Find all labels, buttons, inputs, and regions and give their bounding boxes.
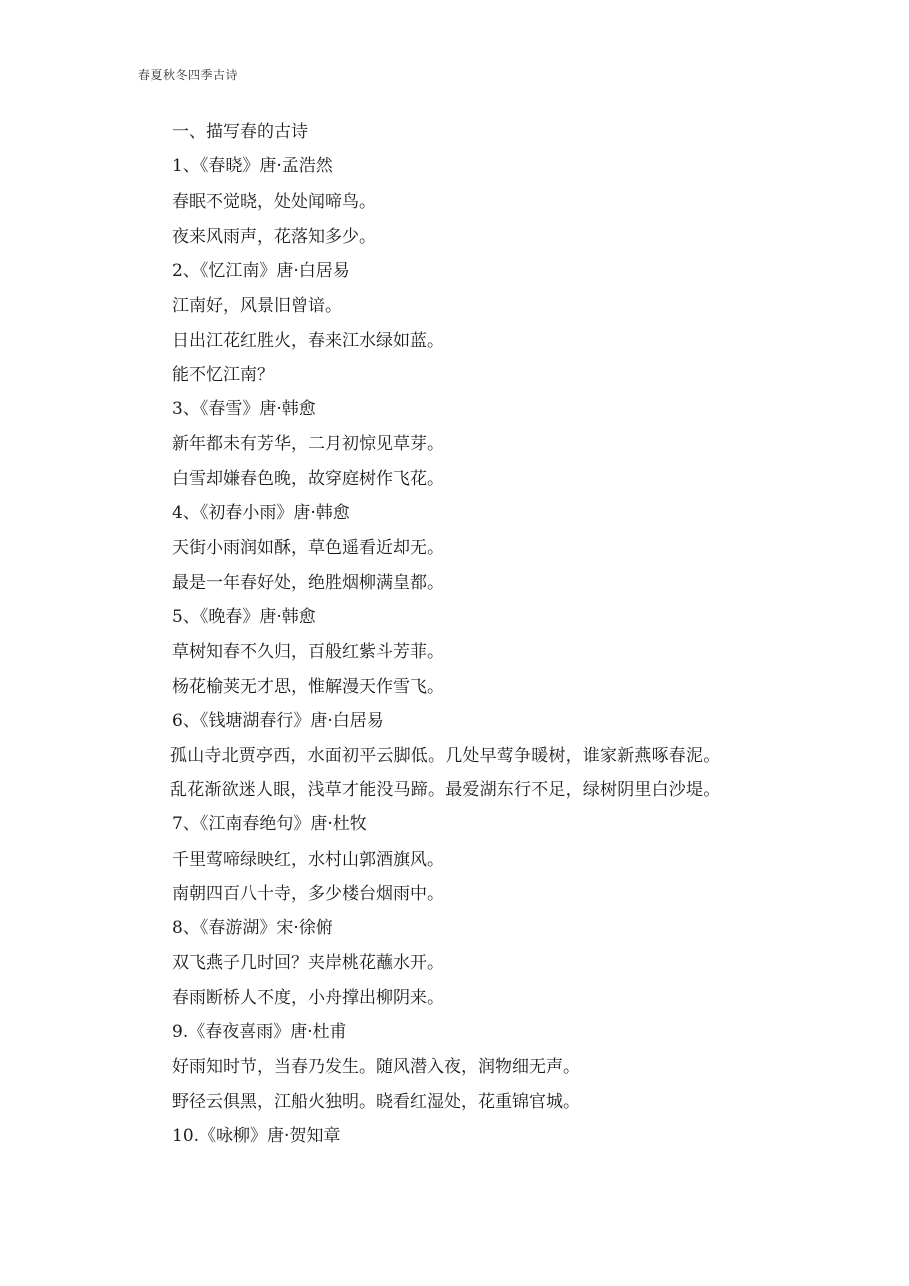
poem-line: 杨花榆荚无才思，惟解漫天作雪飞。 bbox=[172, 677, 444, 697]
poem-heading: 6、《钱塘湖春行》唐·白居易 bbox=[172, 711, 384, 731]
poem-line: 日出江花红胜火，春来江水绿如蓝。 bbox=[172, 331, 444, 351]
poem-line: 新年都未有芳华，二月初惊见草芽。 bbox=[172, 434, 444, 454]
page-header: 春夏秋冬四季古诗 bbox=[138, 68, 239, 82]
poem-line: 能不忆江南？ bbox=[172, 365, 274, 385]
poem-line: 乱花渐欲迷人眼，浅草才能没马蹄。最爱湖东行不足，绿树阴里白沙堤。 bbox=[170, 780, 721, 800]
poem-line: 春雨断桥人不度，小舟撑出柳阴来。 bbox=[172, 988, 444, 1008]
poem-heading: 4、《初春小雨》唐·韩愈 bbox=[172, 503, 350, 523]
poem-line: 最是一年春好处，绝胜烟柳满皇都。 bbox=[172, 573, 444, 593]
poem-heading: 7、《江南春绝句》唐·杜牧 bbox=[172, 814, 367, 834]
poem-line: 好雨知时节，当春乃发生。随风潜入夜，润物细无声。 bbox=[172, 1057, 580, 1077]
poem-line: 千里莺啼绿映红，水村山郭酒旗风。 bbox=[172, 850, 444, 870]
poem-heading: 2、《忆江南》唐·白居易 bbox=[172, 261, 350, 281]
poem-heading: 5、《晚春》唐·韩愈 bbox=[172, 607, 316, 627]
poem-heading: 8、《春游湖》宋·徐俯 bbox=[172, 918, 333, 938]
poem-line: 天街小雨润如酥，草色遥看近却无。 bbox=[172, 538, 444, 558]
poem-line: 双飞燕子几时回？夹岸桃花蘸水开。 bbox=[172, 953, 444, 973]
poem-line: 江南好，风景旧曾谙。 bbox=[172, 296, 342, 316]
poem-line: 草树知春不久归，百般红紫斗芳菲。 bbox=[172, 642, 444, 662]
poem-line: 孤山寺北贾亭西，水面初平云脚低。几处早莺争暖树，谁家新燕啄春泥。 bbox=[170, 746, 721, 766]
poem-heading: 1、《春晓》唐·孟浩然 bbox=[172, 156, 333, 176]
poem-line: 野径云俱黑，江船火独明。晓看红湿处，花重锦官城。 bbox=[172, 1092, 580, 1112]
poem-heading: 3、《春雪》唐·韩愈 bbox=[172, 399, 316, 419]
poem-line: 夜来风雨声，花落知多少。 bbox=[172, 227, 376, 247]
poem-heading: 9.《春夜喜雨》唐·杜甫 bbox=[172, 1022, 347, 1042]
poem-line: 春眠不觉晓，处处闻啼鸟。 bbox=[172, 192, 376, 212]
poem-heading: 10.《咏柳》唐·贺知章 bbox=[172, 1126, 341, 1146]
poem-line: 南朝四百八十寺，多少楼台烟雨中。 bbox=[172, 884, 444, 904]
section-title: 一、描写春的古诗 bbox=[172, 122, 308, 142]
poem-line: 白雪却嫌春色晚，故穿庭树作飞花。 bbox=[172, 469, 444, 489]
